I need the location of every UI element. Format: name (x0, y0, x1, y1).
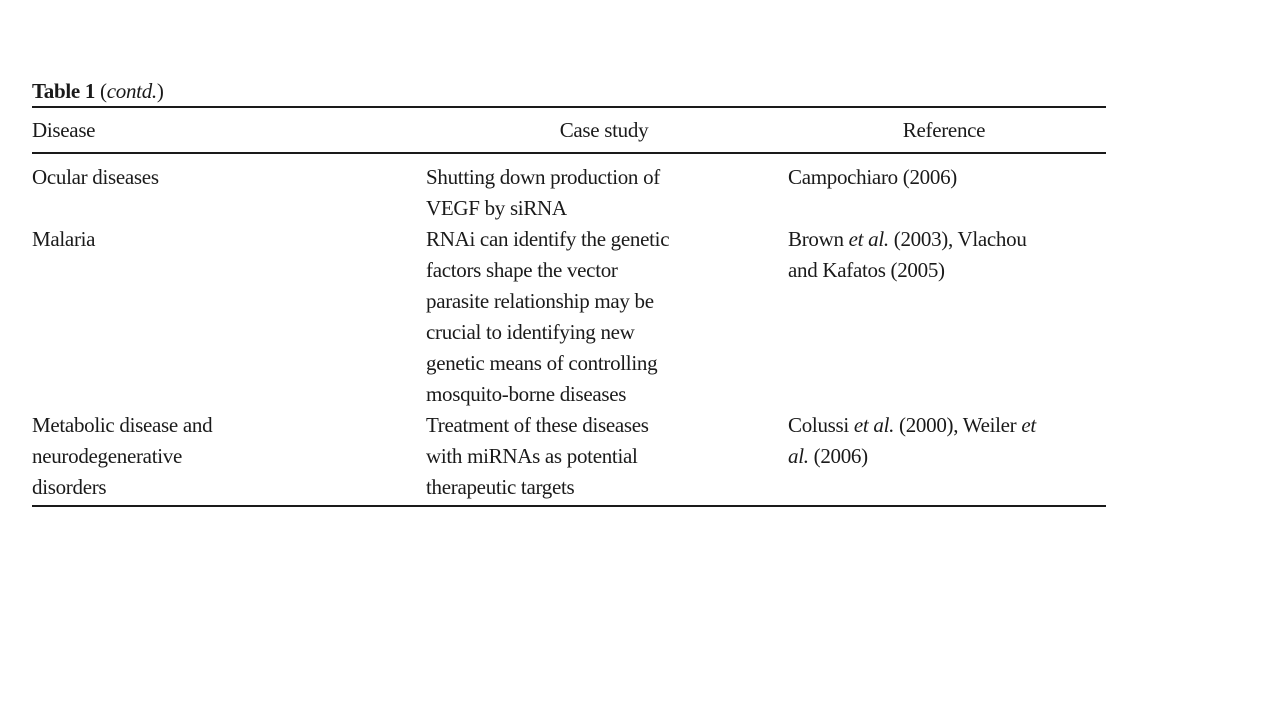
caption-close-paren: ) (156, 79, 164, 103)
table-row (32, 153, 1106, 224)
reference-cell (782, 410, 1106, 506)
disease-text: Metabolic disease and (32, 413, 213, 437)
reference-text: (2006) (808, 444, 868, 468)
reference-line (788, 224, 1106, 255)
reference-line (788, 162, 1106, 193)
caption-open-paren: ( (95, 79, 107, 103)
case-study-line: RNAi can identify the genetic (426, 227, 670, 251)
header-disease: Disease (32, 107, 426, 153)
caption-note: contd. (106, 79, 157, 103)
disease-text: Ocular diseases (32, 165, 159, 189)
disease-text: disorders (32, 475, 107, 499)
reference-cell (782, 153, 1106, 224)
disease-cell (32, 153, 426, 224)
reference-line (788, 255, 1106, 286)
reference-line (788, 441, 1106, 472)
reference-italic: et al. (848, 227, 889, 251)
disease-text: neurodegenerative (32, 444, 182, 468)
reference-text: Brown (788, 227, 849, 251)
disease-cell (32, 410, 426, 506)
disease-cell (32, 224, 426, 410)
case-study-line: factors shape the vector (426, 258, 618, 282)
reference-line (788, 410, 1106, 441)
case-study-line: therapeutic targets (426, 475, 575, 499)
disease-text: Malaria (32, 227, 96, 251)
case-study-cell (426, 153, 782, 224)
case-study-line: crucial to identifying new (426, 320, 635, 344)
reference-text: Colussi (788, 413, 854, 437)
reference-cell (782, 224, 1106, 410)
case-study-line: parasite relationship may be (426, 289, 654, 313)
case-study-cell (426, 410, 782, 506)
reference-text: (2003), Vlachou (888, 227, 1027, 251)
case-study-cell (426, 224, 782, 410)
reference-italic: al. (788, 444, 809, 468)
reference-italic: et al. (853, 413, 895, 437)
header-reference: Reference (782, 107, 1106, 153)
table-row (32, 224, 1106, 410)
header-case-study: Case study (426, 107, 782, 153)
table-row (32, 410, 1106, 506)
case-study-line: Treatment of these diseases (426, 413, 649, 437)
case-study-line: Shutting down production of (426, 165, 660, 189)
reference-text: and Kafatos (2005) (788, 258, 945, 282)
data-table (32, 106, 1106, 507)
reference-text: (2000), Weiler (894, 413, 1022, 437)
reference-text: Campochiaro (2006) (788, 165, 957, 189)
table-block (32, 76, 1106, 507)
table-caption (32, 76, 1106, 106)
case-study-line: VEGF by siRNA (426, 196, 567, 220)
header-row (32, 107, 1106, 153)
case-study-line: with miRNAs as potential (426, 444, 638, 468)
reference-italic: et (1021, 413, 1036, 437)
case-study-line: genetic means of controlling (426, 351, 658, 375)
caption-label: Table 1 (32, 79, 96, 103)
case-study-line: mosquito-borne diseases (426, 382, 627, 406)
